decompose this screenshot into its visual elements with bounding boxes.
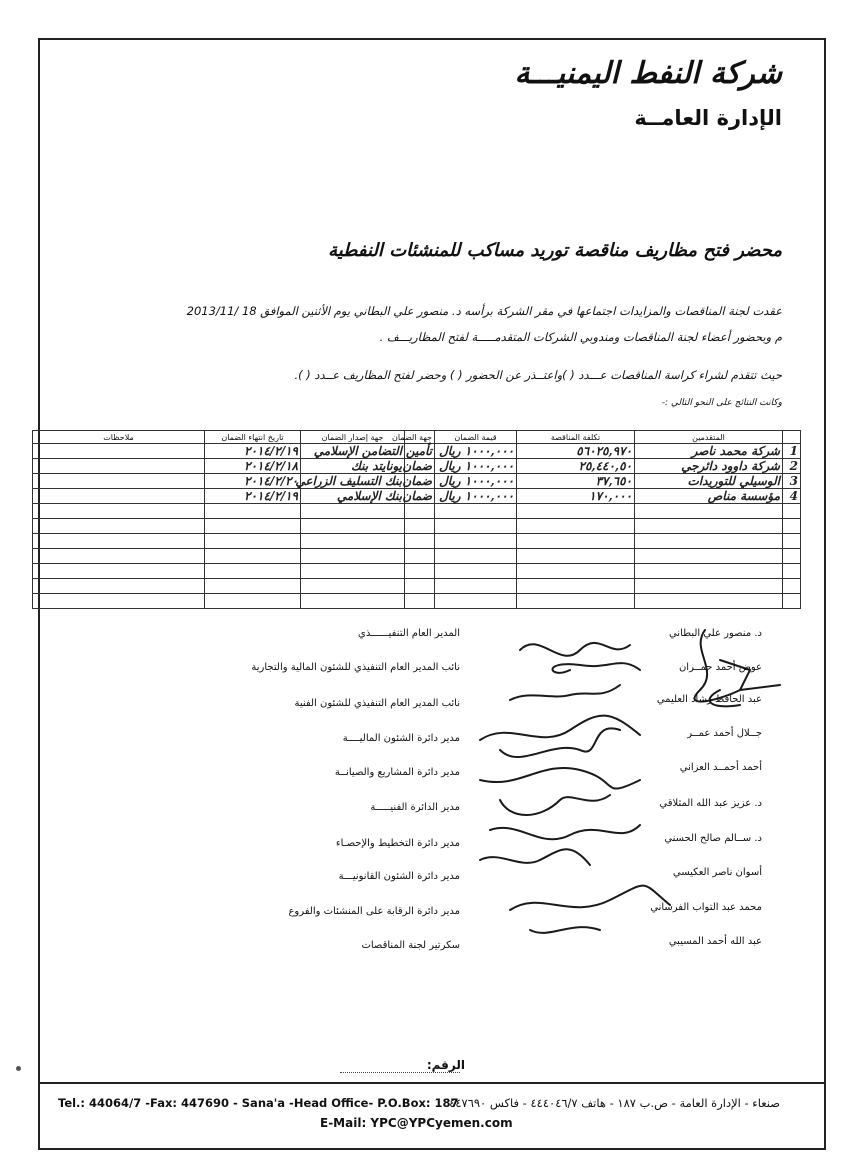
empty-cell	[783, 519, 801, 534]
empty-cell	[301, 534, 405, 549]
empty-cell	[205, 564, 301, 579]
empty-cell	[435, 534, 517, 549]
table-row-empty	[33, 564, 801, 579]
empty-cell	[301, 579, 405, 594]
empty-cell	[301, 594, 405, 609]
empty-cell	[435, 594, 517, 609]
row-value: ١٠٠٠,٠٠٠ ريال	[435, 489, 517, 504]
signature-stroke	[553, 663, 641, 673]
empty-cell	[301, 564, 405, 579]
signature-stroke	[510, 886, 670, 910]
empty-cell	[205, 594, 301, 609]
empty-cell	[783, 579, 801, 594]
signature-stroke	[490, 825, 640, 839]
header-tender-cost: تكلفة المناقصة	[517, 431, 635, 444]
signatory-name: عبد الحافظ رشاد العليمي	[656, 694, 762, 705]
row-type: ضمان	[405, 459, 435, 474]
signatory-title: المدير العام التنفيــــــذي	[358, 628, 460, 639]
signatory-name: محمد عبد التواب الفرساني	[650, 902, 762, 913]
empty-cell	[635, 534, 783, 549]
row-number: 4	[783, 489, 801, 504]
table-row-empty	[33, 519, 801, 534]
table-row	[33, 444, 801, 459]
header-notes: ملاحظات	[33, 431, 205, 444]
empty-cell	[33, 549, 205, 564]
row-issuer: التضامن الإسلامي	[301, 444, 405, 459]
signatory-title: مدير دائرة الرقابة على المنشئات والفروع	[288, 906, 460, 917]
empty-cell	[783, 594, 801, 609]
empty-cell	[517, 549, 635, 564]
footer-email: E-Mail: YPC@YPCyemen.com	[320, 1116, 513, 1130]
intro-line-2: م وبحضور أعضاء لجنة المناقصات ومندوبي الشركات المتقدمـــــة لفتح المظاريـــف .	[379, 330, 782, 344]
row-expiry: ٢٠١٤/٢/١٩	[205, 444, 301, 459]
empty-cell	[33, 579, 205, 594]
empty-cell	[517, 504, 635, 519]
footer-contact-ar: صنعاء - الإدارة العامة - ص.ب ١٨٧ - هاتف ٤٤٤٠٤٦/٧ - فاكس ٤٤٧٦٩٠	[449, 1096, 780, 1110]
table-row	[33, 489, 801, 504]
signature-stroke	[520, 643, 630, 656]
table-row-empty	[33, 579, 801, 594]
row-value: ١٠٠٠,٠٠٠ ريال	[435, 474, 517, 489]
empty-cell	[435, 519, 517, 534]
table-row-empty	[33, 534, 801, 549]
row-value: ١٠٠٠,٠٠٠ ريال	[435, 459, 517, 474]
signatory-title: مدير دائرة الشئون القانونيـــة	[338, 871, 460, 882]
empty-cell	[205, 504, 301, 519]
empty-cell	[405, 534, 435, 549]
signatory-name: أحمد أحمــد العزاني	[679, 762, 762, 773]
empty-cell	[33, 534, 205, 549]
empty-cell	[301, 549, 405, 564]
row-notes	[33, 489, 205, 504]
empty-cell	[517, 579, 635, 594]
reference-number-label: الرقم:	[426, 1058, 465, 1072]
empty-cell	[517, 534, 635, 549]
empty-cell	[783, 564, 801, 579]
empty-cell	[517, 519, 635, 534]
empty-cell	[783, 504, 801, 519]
empty-cell	[435, 564, 517, 579]
row-expiry: ٢٠١٤/٢/١٨	[205, 459, 301, 474]
signatory-title: مدير دائرة المشاريع والصيانــة	[334, 767, 460, 778]
signatory-title: نائب المدير العام التنفيذي للشئون الفنية	[294, 698, 460, 709]
row-notes	[33, 459, 205, 474]
signatory-title: مدير الدائرة الفنيـــــة	[370, 802, 460, 813]
reference-number-line	[340, 1072, 460, 1073]
footer-divider	[40, 1082, 824, 1084]
intro-line-1: عقدت لجنة المناقصات والمزايدات اجتماعها في مقر الشركة برأسه د. منصور علي البطاني يوم الأثنين الموافق 18 /2013/11	[186, 304, 782, 318]
signatory-title: مدير دائرة التخطيط والإحصـاء	[335, 838, 460, 849]
row-number: 3	[783, 474, 801, 489]
signature-stroke	[480, 849, 590, 865]
row-cost: ٣٧,٦٥٠	[517, 474, 635, 489]
empty-cell	[635, 504, 783, 519]
row-number: 2	[783, 459, 801, 474]
empty-cell	[435, 549, 517, 564]
company-name: شركة النفط اليمنيـــة	[514, 56, 782, 91]
empty-cell	[205, 579, 301, 594]
footer-contact-en: Tel.: 44064/7 -Fax: 447690 - Sana'a -Head Office- P.O.Box: 187	[58, 1096, 459, 1110]
header-bidder: المتقدمين	[635, 431, 783, 444]
row-cost: ٥٦٠٢٥,٩٧٠	[517, 444, 635, 459]
row-expiry: ٢٠١٤/٢/٢٠	[205, 474, 301, 489]
signature-stroke	[480, 716, 640, 740]
row-cost: ٢٥,٤٤٠,٥٠	[517, 459, 635, 474]
row-number: 1	[783, 444, 801, 459]
signatory-title: مدير دائرة الشئون الماليــــة	[342, 733, 460, 744]
row-notes	[33, 474, 205, 489]
signatory-title: سكرتير لجنة المناقصات	[361, 940, 460, 951]
row-notes	[33, 444, 205, 459]
empty-cell	[205, 519, 301, 534]
signatory-name: د. ســالم صالح الحسني	[664, 833, 762, 844]
signatory-name: عبد الله أحمد المسيبي	[668, 936, 762, 947]
header-issuer: جهة إصدار الضمان	[301, 431, 405, 444]
empty-cell	[205, 549, 301, 564]
counts-line: حيث تتقدم لشراء كراسة المناقصات عـــدد ( )واعتــذر عن الحضور ( ) وحضر لفتح المظاريف عــدد ( ).	[294, 368, 782, 382]
empty-cell	[635, 519, 783, 534]
empty-cell	[405, 564, 435, 579]
empty-cell	[517, 564, 635, 579]
empty-cell	[405, 549, 435, 564]
signature-stroke	[510, 685, 620, 700]
row-type: تأمين	[405, 444, 435, 459]
row-issuer: بنك الإسلامي	[301, 489, 405, 504]
signatory-name: د. منصور علي البطاني	[668, 628, 762, 639]
header-guarantee-value: قيمة الضمان	[435, 431, 517, 444]
empty-cell	[635, 594, 783, 609]
header-expiry: تاريخ انتهاء الضمان	[205, 431, 301, 444]
row-type: ضمان	[405, 474, 435, 489]
row-issuer: بنك التسليف الزراعي	[301, 474, 405, 489]
empty-cell	[405, 594, 435, 609]
row-bidder: مؤسسة مناص	[635, 489, 783, 504]
table-header-row	[33, 431, 801, 444]
table-row-empty	[33, 549, 801, 564]
signatory-title: نائب المدير العام التنفيذي للشئون المالية والتجارية	[251, 662, 460, 673]
header-guarantee-type: جهة الضمان	[405, 431, 435, 444]
empty-cell	[517, 594, 635, 609]
header-number	[783, 431, 801, 444]
row-issuer: يونايتد بنك	[301, 459, 405, 474]
row-bidder: الوسيلي للتوريدات	[635, 474, 783, 489]
empty-cell	[33, 594, 205, 609]
empty-cell	[783, 534, 801, 549]
empty-cell	[301, 504, 405, 519]
signatory-name: عوض أحمد حمــران	[678, 662, 762, 673]
results-line: وكانت النتائج على النحو التالي :-	[661, 398, 782, 408]
row-bidder: شركة داوود دائرجي	[635, 459, 783, 474]
signatory-name: أسوان ناصر العكيسي	[672, 867, 762, 878]
row-bidder: شركة محمد ناصر	[635, 444, 783, 459]
empty-cell	[435, 504, 517, 519]
empty-cell	[405, 504, 435, 519]
signatory-name: جــلال أحمد عمــر	[687, 728, 762, 739]
row-value: ١٠٠٠,٠٠٠ ريال	[435, 444, 517, 459]
signatory-name: د. عزيز عبد الله المثلاقي	[659, 798, 762, 809]
empty-cell	[405, 579, 435, 594]
row-type: ضمان	[405, 489, 435, 504]
table-row-empty	[33, 504, 801, 519]
empty-cell	[405, 519, 435, 534]
signature-stroke	[500, 728, 620, 757]
tender-table	[32, 430, 801, 609]
empty-cell	[33, 519, 205, 534]
signature-stroke	[530, 927, 600, 933]
empty-cell	[205, 534, 301, 549]
empty-cell	[635, 549, 783, 564]
empty-cell	[435, 579, 517, 594]
empty-cell	[783, 549, 801, 564]
signature-stroke	[480, 768, 640, 789]
empty-cell	[33, 564, 205, 579]
table-row	[33, 459, 801, 474]
signature-stroke	[500, 795, 610, 815]
empty-cell	[635, 579, 783, 594]
scan-mark	[16, 1066, 21, 1071]
document-title: محضر فتح مظاريف مناقصة توريد مساكب للمنشئات النفطية	[328, 240, 782, 261]
row-expiry: ٢٠١٤/٢/١٩	[205, 489, 301, 504]
table-row-empty	[33, 594, 801, 609]
empty-cell	[635, 564, 783, 579]
row-cost: ١٧٠,٠٠٠	[517, 489, 635, 504]
empty-cell	[301, 519, 405, 534]
empty-cell	[33, 504, 205, 519]
table-row	[33, 474, 801, 489]
department-name: الإدارة العامــة	[634, 106, 782, 130]
empty-rows	[33, 504, 801, 609]
